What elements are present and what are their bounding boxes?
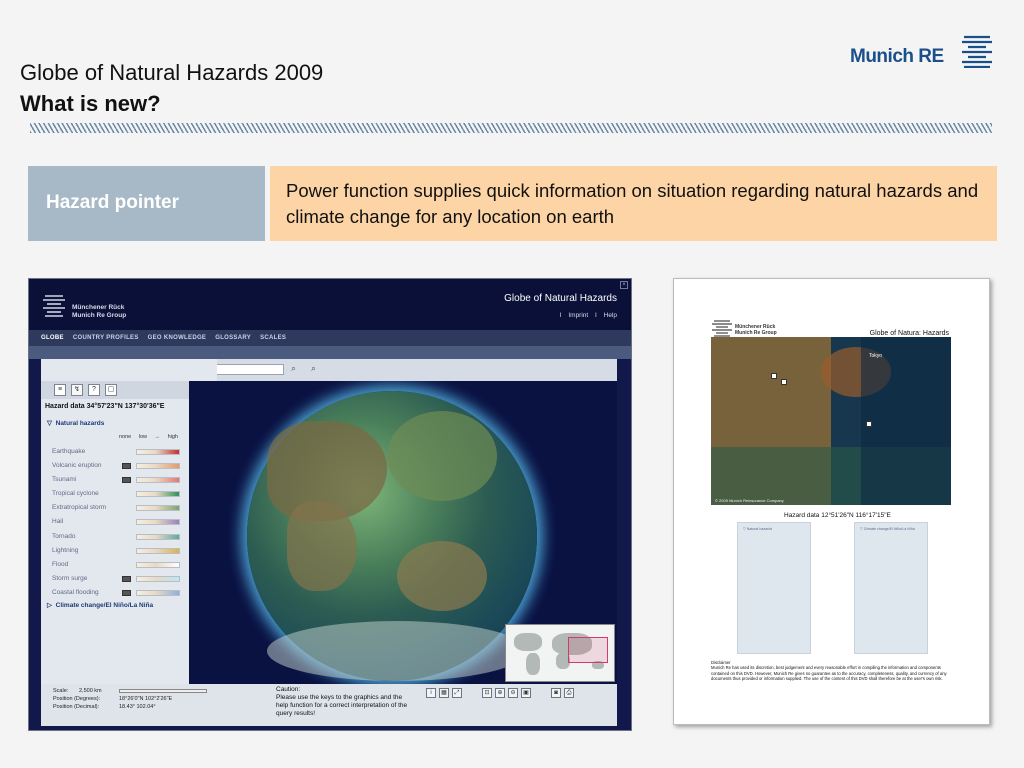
scale-bar [119, 689, 207, 693]
hazard-name: Lightning [52, 546, 79, 554]
zoom-extent-icon[interactable]: ⊡ [482, 688, 492, 698]
hazard-row [52, 446, 182, 460]
hazard-legend: none low → high [119, 434, 178, 440]
print-org-line1: Münchener Rück [735, 324, 776, 330]
hazard-name: Tropical cyclone [52, 490, 99, 498]
status-bar [41, 684, 617, 726]
hazard-name: Earthquake [52, 448, 86, 455]
hazard-scale-bar [136, 463, 180, 469]
zoom-out-icon[interactable]: ⊖ [508, 688, 518, 698]
munich-re-mark-icon [960, 34, 994, 68]
print-climate-table: ▽ Climate change/El Niño/La Niña [854, 522, 928, 654]
nav-underline [29, 346, 631, 359]
zoom-search-icon[interactable]: ⌕ [311, 363, 317, 373]
hazard-list [52, 446, 182, 601]
hazard-name: Tsunami [52, 476, 77, 484]
fullscreen-icon[interactable]: ⤢ [452, 688, 462, 698]
hazard-row [52, 531, 182, 545]
hazard-indicator [122, 477, 131, 483]
search-icon[interactable]: ⌕ [291, 363, 297, 373]
munich-re-logo [850, 34, 1000, 70]
hazard-name: Hail [52, 518, 64, 526]
logo-text: Munich RE [850, 46, 944, 67]
app-org-line2: Munich Re Group [72, 312, 127, 319]
image-icon[interactable]: ▣ [521, 688, 531, 698]
print-map [711, 337, 951, 505]
print-hazard-data: Hazard data 12°51'26"N 116°17'15"E [784, 512, 891, 519]
app-nav [29, 330, 631, 346]
hazard-name: Flood [52, 560, 69, 568]
close-icon[interactable]: × [620, 281, 628, 289]
position-decimal-value: 18.43° 102.04° [119, 704, 156, 710]
hazard-scale-bar [136, 477, 180, 483]
nav-globe[interactable]: GLOBE [41, 335, 64, 341]
map-place-label: Tokyo [869, 353, 883, 359]
hazard-name: Tornado [52, 532, 76, 540]
zoom-in-icon[interactable]: ⊕ [495, 688, 505, 698]
hazard-scale-bar [136, 562, 180, 568]
print-org [735, 324, 777, 336]
print-title: Globe of Natura: Hazards [869, 330, 949, 337]
hazard-row [52, 587, 182, 601]
map-marker-icon [866, 421, 872, 427]
hazard-scale-bar [136, 449, 180, 455]
app-header-links[interactable]: I Imprint I Help [559, 312, 617, 319]
tab-map-icon[interactable]: ▢ [105, 384, 117, 396]
hazard-name: Extratropical storm [52, 504, 107, 512]
app-org-line1: Münchener Rück [72, 304, 125, 311]
caution-note: Caution: Please use the keys to the graphics and the help function for a correct interpretation of the query results! [276, 686, 408, 717]
hazard-name: Storm surge [52, 574, 88, 582]
header-divider [30, 123, 992, 133]
tab-hazard-icon[interactable]: ↯ [71, 384, 83, 396]
tab-info-icon[interactable]: ? [88, 384, 100, 396]
overview-minimap[interactable] [505, 624, 615, 682]
print-disclaimer [711, 660, 955, 681]
print-icon[interactable]: ⎙ [564, 688, 574, 698]
hazard-row [52, 460, 182, 474]
natural-hazards-header[interactable]: ▽ Natural hazards [47, 420, 105, 427]
hazard-data-title: Hazard data 34°57'23"N 137°30'36"E [45, 403, 165, 410]
disclaimer-title: Disclaimer [711, 660, 731, 665]
grid-icon[interactable]: ▦ [439, 688, 449, 698]
app-title: Globe of Natural Hazards [504, 293, 617, 304]
globe[interactable] [247, 391, 537, 681]
hazard-row [52, 516, 182, 530]
app-logo-icon [42, 293, 66, 317]
climate-change-header[interactable]: ▷ Climate change/El Niño/La Niña [47, 602, 154, 609]
position-degrees-label: Position (Degrees): [53, 696, 101, 702]
app-header [29, 279, 631, 330]
hazard-name: Volcanic eruption [52, 462, 102, 470]
position-decimal-label: Position (Decimal): [53, 704, 100, 710]
hazard-indicator [122, 463, 131, 469]
app-org [72, 304, 126, 320]
print-logo-icon [711, 319, 733, 337]
print-hazard-table: ▽ Natural hazards [737, 522, 811, 654]
climate-change-label: Climate change/El Niño/La Niña [55, 602, 154, 609]
hazard-row [52, 474, 182, 488]
map-marker-icon [771, 373, 777, 379]
hazard-scale-bar [136, 491, 180, 497]
hazard-row [52, 559, 182, 573]
hazard-row [52, 573, 182, 587]
hazard-scale-bar [136, 534, 180, 540]
hazard-scale-bar [136, 505, 180, 511]
info-icon[interactable]: i [426, 688, 436, 698]
hazard-indicator [122, 576, 131, 582]
feature-description: Power function supplies quick information on situation regarding natural hazards and climate change for any location on earth [270, 166, 997, 241]
hazard-row [52, 545, 182, 559]
toolbar [426, 688, 574, 698]
minimap-selection[interactable] [568, 637, 608, 663]
globe-view[interactable] [189, 381, 617, 684]
position-degrees-value: 18°26'0"N 102°2'26"E [119, 696, 173, 702]
nav-geo-knowledge[interactable]: GEO KNOWLEDGE [147, 335, 207, 341]
feature-label: Hazard pointer [28, 166, 265, 241]
slide-title: Globe of Natural Hazards 2009 [20, 60, 324, 85]
print-preview [673, 278, 990, 725]
map-marker-icon [781, 379, 787, 385]
natural-hazards-label: Natural hazards [55, 420, 105, 427]
slide-subtitle: What is new? [20, 91, 161, 116]
tab-list-icon[interactable]: ≡ [54, 384, 66, 396]
hazard-indicator [122, 590, 131, 596]
globe-app-screenshot [28, 278, 632, 731]
hazard-row [52, 488, 182, 502]
hazard-scale-bar [136, 590, 180, 596]
hazard-name: Coastal flooding [52, 588, 99, 596]
hazard-scale-bar [136, 519, 180, 525]
camera-icon[interactable]: ◙ [551, 688, 561, 698]
hazard-scale-bar [136, 576, 180, 582]
scale-value: 2,500 km [79, 688, 102, 694]
scale-label: Scale: [53, 688, 69, 694]
nav-country-profiles[interactable]: COUNTRY PROFILES [72, 335, 139, 341]
nav-glossary[interactable]: GLOSSARY [215, 335, 252, 341]
print-org-line2: Munich Re Group [735, 330, 777, 336]
nav-scales[interactable]: SCALES [260, 335, 287, 341]
map-copyright: © 2009 Munich Reinsurance Company [715, 498, 784, 503]
disclaimer-text: Munich Re has used its discretion, best judgement and every reasonable effort in compiling the information and components contained on this DVD. However, Munich Re gives no guarantee as to the accuracy, completeness, quality, and currency of any documents thus provided or information supplied. The use of the content of this DVD shall therefore be at the user's own risk. [711, 665, 947, 681]
hazard-scale-bar [136, 548, 180, 554]
hazard-row [52, 502, 182, 516]
